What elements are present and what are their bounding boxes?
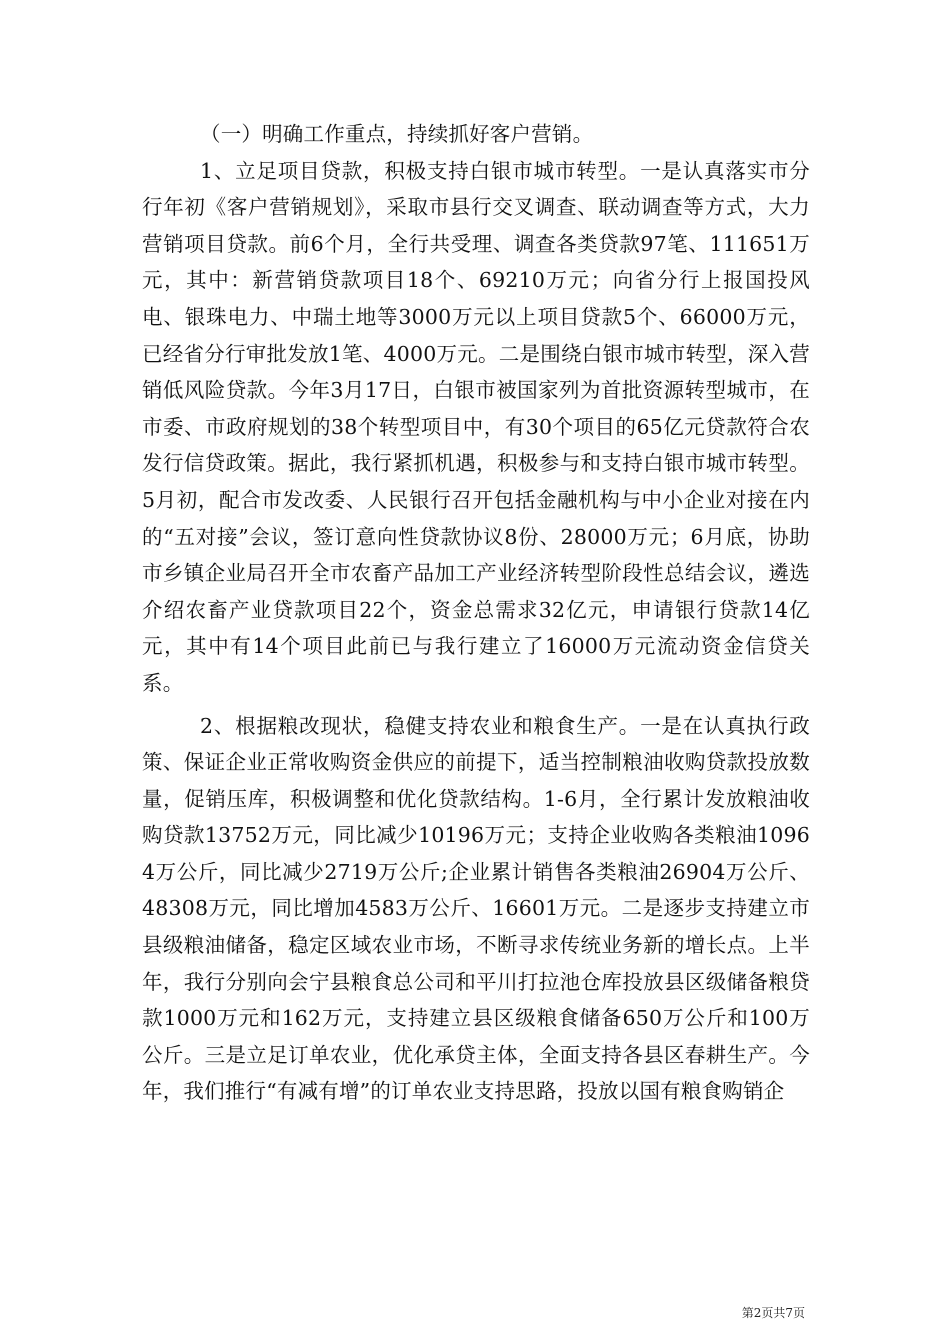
section-heading: （一）明确工作重点，持续抓好客户营销。: [200, 122, 594, 146]
document-body: [142, 116, 810, 1110]
paragraph-project-loans: 1、立足项目贷款，积极支持白银市城市转型。一是认真落实市分行年初《客户营销规划》，采取市县行交叉调查、联动调查等方式，大力营销项目贷款。前6个月，全行共受理、调查各类贷款97笔、111651万元，其中：新营销贷款项目18个、69210万元；向省分行上报国投风电、银珠电力、中瑞土地等3000万元以上项目贷款5个、66000万元，已经省分行审批发放1笔、4000万元。二是围绕白银市城市转型，深入营销低风险贷款。今年3月17日，白银市被国家列为首批资源转型城市，在市委、市政府规划的38个转型项目中，有30个项目的65亿元贷款符合农发行信贷政策。据此，我行紧抓机遇，积极参与和支持白银市城市转型。5月初，配合市发改委、人民银行召开包括金融机构与中小企业对接在内的“五对接”会议，签订意向性贷款协议8份、28000万元；6月底，协助市乡镇企业局召开全市农畜产品加工产业经济转型阶段性总结会议，遴选介绍农畜产业贷款项目22个，资金总需求32亿元，申请银行贷款14亿元，其中有14个项目此前已与我行建立了16000万元流动资金信贷关系。: [142, 158, 810, 695]
page-number-footer: 第2页共7页: [741, 1306, 805, 1320]
paragraph-grain-support: 2、根据粮改现状，稳健支持农业和粮食生产。一是在认真执行政策、保证企业正常收购资金供应的前提下，适当控制粮油收购贷款投放数量，促销压库，积极调整和优化贷款结构。1-6月，全行累计发放粮油收购贷款13752万元，同比减少10196万元；支持企业收购各类粮油10964万公斤，同比减少2719万公斤;企业累计销售各类粮油26904万公斤、48308万元，同比增加4583万公斤、16601万元。二是逐步支持建立市县级粮油储备，稳定区域农业市场，不断寻求传统业务新的增长点。上半年，我行分别向会宁县粮食总公司和平川打拉池仓库投放县区级储备粮贷款1000万元和162万元，支持建立县区级粮食储备650万公斤和100万公斤。三是立足订单农业，优化承贷主体，全面支持各县区春耕生产。今年，我们推行“有减有增”的订单农业支持思路，投放以国有粮食购销企: [142, 713, 810, 1104]
